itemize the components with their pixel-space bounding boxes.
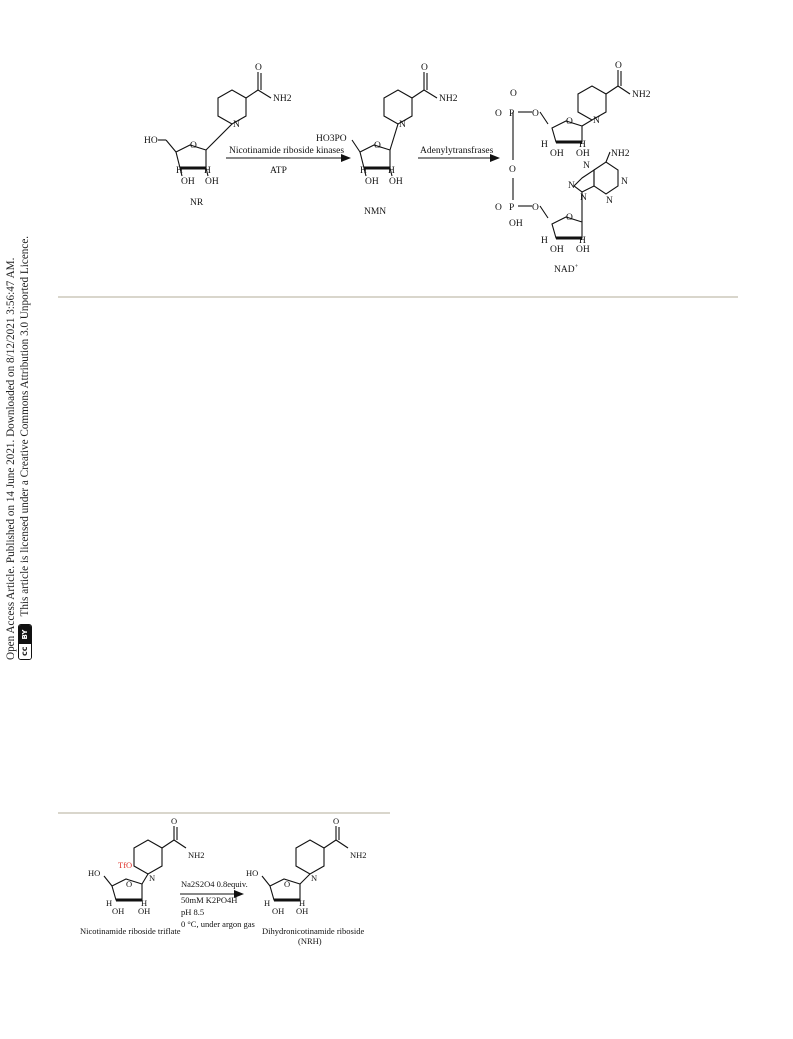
start-ho: HO	[88, 868, 101, 878]
nr-ho: HO	[144, 136, 158, 146]
product-oh1: OH	[272, 906, 285, 916]
product-ho: HO	[246, 868, 259, 878]
arrow1-label-top: Nicotinamide riboside kinases	[229, 146, 345, 156]
start-oh2: OH	[138, 906, 151, 916]
product-h1: H	[264, 898, 271, 908]
nad-o-amide: O	[615, 61, 622, 71]
nad-h2: H	[579, 140, 586, 150]
nad-o-bridge: O	[509, 165, 516, 175]
reagent-line-4: 0 °C, under argon gas	[181, 919, 255, 929]
nmn-n: N	[399, 120, 406, 130]
nr-o: O	[255, 63, 262, 73]
triflate-counterion: TfO	[118, 860, 133, 870]
cc-badge-right: BY	[19, 625, 31, 643]
arrow1-label-bottom: ATP	[270, 166, 287, 176]
reagent-line-1: Na2S2O4 0.8equiv.	[181, 879, 248, 889]
nad-oh1: OH	[550, 149, 564, 159]
start-h2: H	[141, 898, 148, 908]
nr-oh1: OH	[181, 177, 195, 187]
nad-o-link1: O	[532, 109, 539, 119]
nr-h1: H	[176, 166, 183, 176]
nad-oh4: OH	[576, 245, 590, 255]
start-n: N	[149, 873, 156, 883]
start-oh1: OH	[112, 906, 125, 916]
nad-o-eq1: O	[495, 109, 502, 119]
product-label-line2: (NRH)	[298, 936, 322, 946]
nad-nh2-adenine: NH2	[611, 149, 630, 159]
nr-oh2: OH	[205, 177, 219, 187]
nad-h1: H	[541, 140, 548, 150]
nad-ring-o1: O	[566, 117, 573, 127]
product-oh2: OH	[296, 906, 309, 916]
section-divider-top	[58, 296, 738, 298]
reagent-line-3: pH 8.5	[181, 907, 205, 917]
product-label-line1: Dihydronicotinamide riboside	[262, 926, 365, 936]
product-ring-o: O	[284, 879, 291, 889]
start-ring-o: O	[126, 879, 133, 889]
nad-oh3: OH	[550, 245, 564, 255]
nad-o-eq2: O	[495, 203, 502, 213]
nad-pathway-figure	[0, 0, 793, 300]
nmn-label: NMN	[364, 207, 387, 217]
nmn-ho3po: HO3PO	[316, 134, 347, 144]
nr-label: NR	[190, 198, 204, 208]
nr-h2: H	[204, 166, 211, 176]
reagent-line-2: 50mM K2PO4H	[181, 895, 238, 905]
nr-nh2: NH2	[273, 94, 292, 104]
nr-ring-o: O	[190, 141, 197, 151]
nr-n: N	[233, 120, 240, 130]
nmn-h1: H	[360, 166, 367, 176]
nmn-nh2: NH2	[439, 94, 458, 104]
nad-n-a1: N	[583, 161, 590, 171]
nad-oh2: OH	[576, 149, 590, 159]
license-info[interactable]: This article is licensed under a Creative Commons Attribution 3.0 Unported Licence.	[19, 235, 31, 617]
nmn-h2: H	[388, 166, 395, 176]
nad-nh2-top: NH2	[632, 90, 651, 100]
nad-p1: P	[509, 109, 515, 119]
nad-n-top: N	[593, 116, 600, 126]
nad-p2: P	[509, 203, 515, 213]
cc-badge-left: cc	[18, 644, 32, 659]
nad-o-minus: O	[510, 89, 517, 99]
product-n: N	[311, 873, 318, 883]
nmn-oh2: OH	[389, 177, 403, 187]
start-o: O	[171, 816, 178, 826]
nmn-o: O	[421, 63, 428, 73]
nmn-oh1: OH	[365, 177, 379, 187]
publication-info: Open Access Article. Published on 14 June 2021. Downloaded on 8/12/2021 3:56:47 AM.	[5, 257, 17, 660]
nad-h3: H	[541, 236, 548, 246]
product-nh2: NH2	[350, 850, 367, 860]
start-nh2: NH2	[188, 850, 205, 860]
product-o: O	[333, 816, 340, 826]
arrow2-label-top: Adenylytransfrases	[420, 146, 494, 156]
nad-h4: H	[579, 236, 586, 246]
nad-label-sup: +	[574, 263, 579, 270]
start-label: Nicotinamide riboside triflate	[80, 926, 181, 936]
nrh-synthesis-figure	[0, 800, 793, 1039]
nad-oh-p: OH	[509, 219, 523, 229]
cc-by-badge[interactable]	[18, 624, 32, 660]
nad-n-a5: N	[580, 193, 587, 203]
product-h2: H	[299, 898, 306, 908]
nad-ring-o2: O	[566, 213, 573, 223]
nad-n-a2: N	[621, 177, 628, 187]
nad-o-link2: O	[532, 203, 539, 213]
start-h1: H	[106, 898, 113, 908]
nmn-ring-o: O	[374, 141, 381, 151]
nad-n-a3: N	[606, 196, 613, 206]
nad-label-text: NAD	[554, 265, 575, 275]
nad-n-a4: N	[568, 181, 575, 191]
nad-label	[554, 263, 579, 275]
